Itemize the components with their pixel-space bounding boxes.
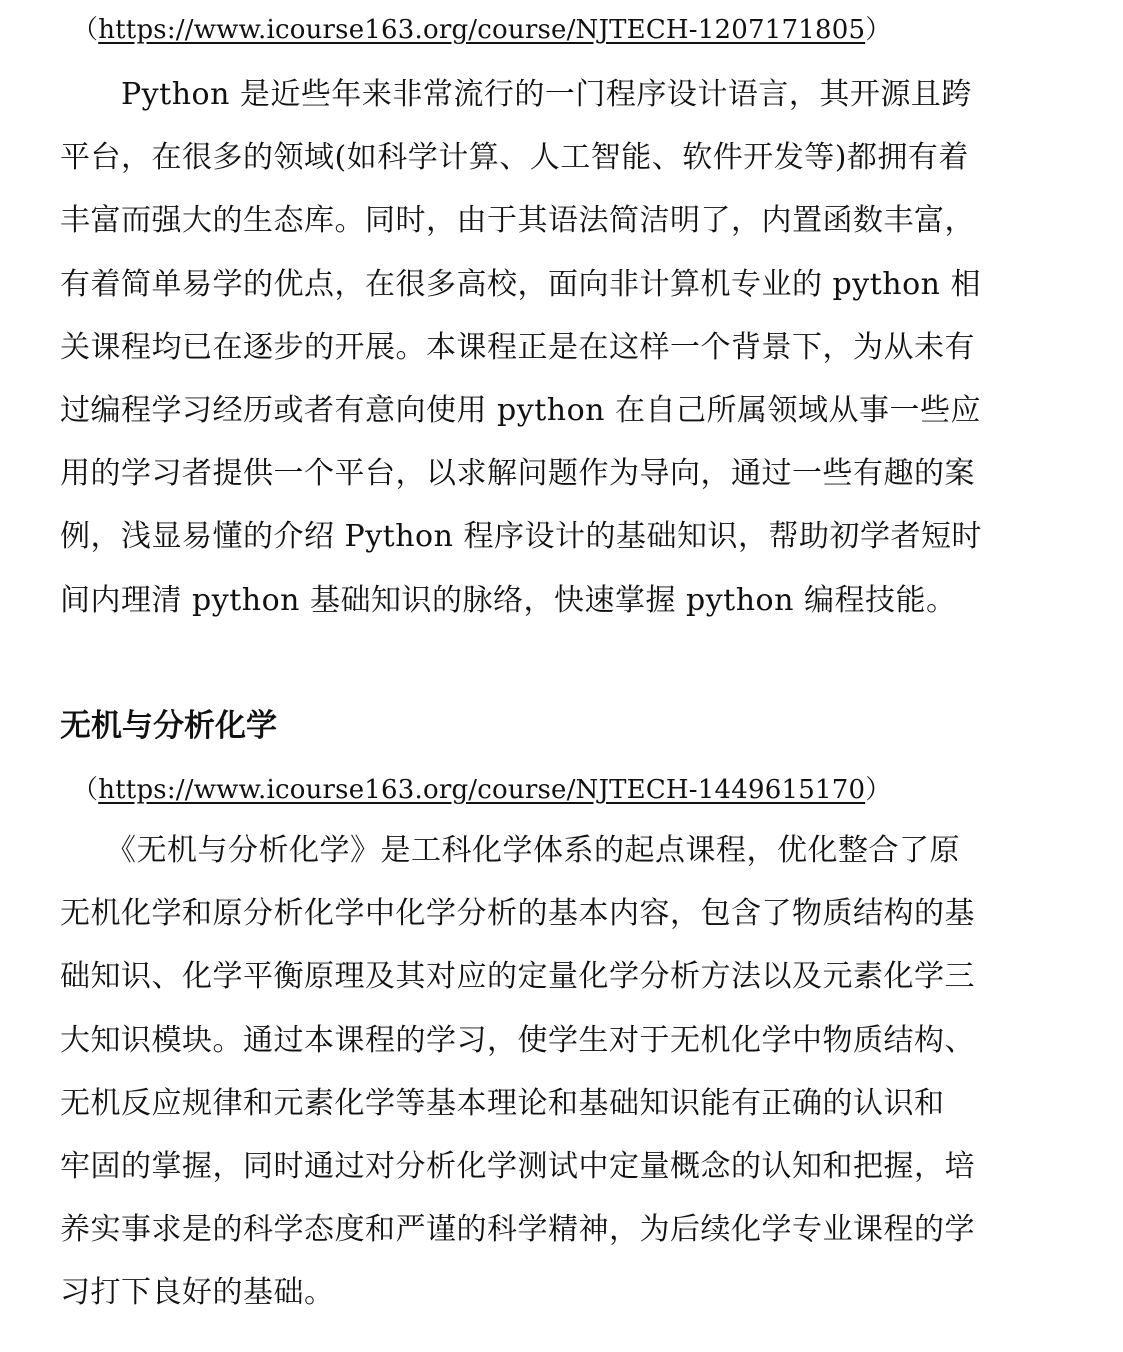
paragraph-line: 大知识模块。通过本课程的学习，使学生对于无机化学中物质结构、 — [60, 1022, 975, 1058]
paragraph-line: 无机化学和原分析化学中化学分析的基本内容，包含了物质结构的基 — [60, 896, 975, 932]
link-paren-open: （ — [72, 15, 99, 45]
chemistry-course-description — [60, 819, 1090, 1325]
course-link-python — [72, 14, 891, 46]
paragraph-line: 础知识、化学平衡原理及其对应的定量化学分析方法以及元素化学三 — [60, 959, 975, 995]
paragraph-line: 平台，在很多的领域(如科学计算、人工智能、软件开发等)都拥有着 — [60, 140, 969, 176]
paragraph-line: 养实事求是的科学态度和严谨的科学精神，为后续化学专业课程的学 — [60, 1212, 975, 1248]
paragraph-line: Python 是近些年来非常流行的一门程序设计语言，其开源且跨 — [60, 77, 972, 112]
paragraph-line: 丰富而强大的生态库。同时，由于其语法简洁明了，内置函数丰富， — [60, 203, 975, 239]
link-paren-close: ） — [865, 775, 892, 805]
course-url-chemistry[interactable]: https://www.icourse163.org/course/NJTECH-1449615170 — [98, 775, 866, 805]
paragraph-line: 例，浅显易懂的介绍 Python 程序设计的基础知识，帮助初学者短时 — [60, 519, 982, 555]
course-link-chemistry — [72, 774, 891, 806]
course-url-python[interactable]: https://www.icourse163.org/course/NJTECH-1207171805 — [98, 15, 866, 45]
link-paren-close: ） — [865, 15, 892, 45]
python-course-description — [60, 63, 1090, 632]
paragraph-line: 关课程均已在逐步的开展。本课程正是在这样一个背景下，为从未有 — [60, 329, 975, 365]
paragraph-line: 《无机与分析化学》是工科化学体系的起点课程，优化整合了原 — [60, 833, 960, 868]
paragraph-line: 过编程学习经历或者有意向使用 python 在自己所属领域从事一些应 — [60, 392, 981, 428]
link-paren-open: （ — [72, 775, 99, 805]
paragraph-line: 有着简单易学的优点，在很多高校，面向非计算机专业的 python 相 — [60, 266, 981, 302]
paragraph-line: 无机反应规律和元素化学等基本理论和基础知识能有正确的认识和 — [60, 1085, 945, 1121]
paragraph-line: 间内理清 python 基础知识的脉络，快速掌握 python 编程技能。 — [60, 582, 957, 618]
paragraph-line: 牢固的掌握，同时通过对分析化学测试中定量概念的认知和把握，培 — [60, 1148, 975, 1184]
paragraph-line: 用的学习者提供一个平台，以求解问题作为导向，通过一些有趣的案 — [60, 456, 975, 492]
section-title: 无机与分析化学 — [60, 708, 277, 744]
paragraph-line: 习打下良好的基础。 — [60, 1275, 335, 1311]
